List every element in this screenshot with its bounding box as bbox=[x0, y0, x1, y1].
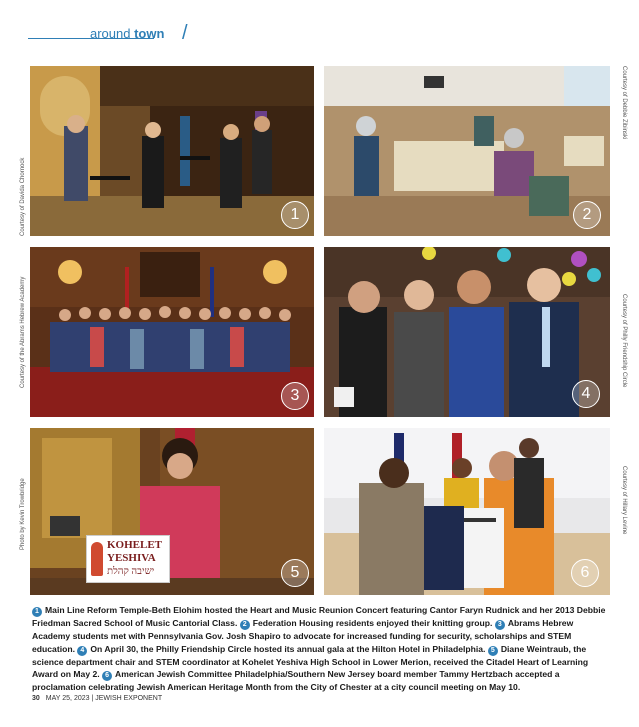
photo-1-image bbox=[30, 66, 314, 236]
page-footer bbox=[32, 695, 162, 702]
caption-1: Main Line Reform Temple-Beth Elohim hosted the Heart and Music Reunion Concert featuring Cantor Faryn Rudnick and her 2013 Debbie Friedman Sacred School of Music Cantorial Class. bbox=[32, 605, 606, 628]
photo-3 bbox=[30, 247, 314, 417]
photo-6-credit: Courtesy of Hillary Levine bbox=[621, 466, 627, 535]
photo-3-number: 3 bbox=[281, 382, 309, 410]
podium-sign bbox=[86, 535, 170, 583]
section-title bbox=[90, 26, 164, 41]
header-slash: / bbox=[182, 22, 188, 44]
caption-5: Diane Weintraub, the science department chair and STEM coordinator at Kohelet Yeshiva High School in Lower Merion, received the Citadel Heart of Learning Award on May 2. bbox=[32, 643, 589, 680]
photo-2-credit: Courtesy of Debbie Zibinski bbox=[621, 66, 627, 140]
photo-3-image bbox=[30, 247, 314, 417]
photo-1-credit: Courtesy of Davida Chornock bbox=[20, 157, 26, 236]
photo-3-credit: Courtesy of the Abrams Hebrew Academy bbox=[20, 276, 26, 388]
photo-6 bbox=[324, 428, 610, 595]
photo-1-number: 1 bbox=[281, 201, 309, 229]
photo-4-number: 4 bbox=[572, 380, 600, 408]
caption-bullet-1: 1 bbox=[32, 607, 42, 617]
caption-4: On April 30, the Philly Friendship Circle hosted its annual gala at the Hilton Hotel in Philadelphia. bbox=[90, 643, 486, 654]
sign-line2: YESHIVA bbox=[107, 552, 156, 564]
caption-6: American Jewish Committee Philadelphia/Southern New Jersey board member Tammy Hertzbach accepted a proclamation celebrating Jewish American Heritage Month from the City of Chester at a city council meeting on May 10. bbox=[32, 669, 560, 693]
footer-info: MAY 25, 2023 | JEWISH EXPONENT bbox=[45, 695, 163, 702]
page-number: 30 bbox=[32, 695, 40, 702]
photo-4-credit: Courtesy of Philly Friendship Circle bbox=[621, 294, 627, 388]
caption-bullet-5: 5 bbox=[488, 646, 498, 656]
photo-2-number: 2 bbox=[573, 201, 601, 229]
photo-4 bbox=[324, 247, 610, 417]
caption-bullet-2: 2 bbox=[240, 620, 250, 630]
caption-bullet-6: 6 bbox=[102, 671, 112, 681]
caption-block bbox=[32, 604, 610, 694]
photo-5 bbox=[30, 428, 314, 595]
section-title-prefix: around bbox=[90, 26, 135, 41]
photo-2 bbox=[324, 66, 610, 236]
photo-5-image bbox=[30, 428, 314, 595]
photo-4-image bbox=[324, 247, 610, 417]
caption-bullet-4: 4 bbox=[77, 646, 87, 656]
photo-5-credit: Photo by Kevin Trowbridge bbox=[20, 478, 26, 550]
photo-6-number: 6 bbox=[571, 559, 599, 587]
photo-2-image bbox=[324, 66, 610, 236]
sign-logo-icon bbox=[91, 542, 103, 576]
caption-3: Abrams Hebrew Academy students met with Pennsylvania Gov. Josh Shapiro to advocate for increased funding for security, scholarships and STEM education. bbox=[32, 618, 574, 654]
sign-line3: ישיבה קהלת bbox=[107, 566, 155, 577]
photo-5-number: 5 bbox=[281, 559, 309, 587]
section-header bbox=[28, 22, 288, 48]
caption-2: Federation Housing residents enjoyed their knitting group. bbox=[252, 618, 493, 628]
section-title-emph: town bbox=[134, 26, 165, 41]
photo-1 bbox=[30, 66, 314, 236]
caption-bullet-3: 3 bbox=[495, 620, 505, 630]
photo-6-image bbox=[324, 428, 610, 595]
sign-line1: KOHELET bbox=[107, 539, 163, 551]
